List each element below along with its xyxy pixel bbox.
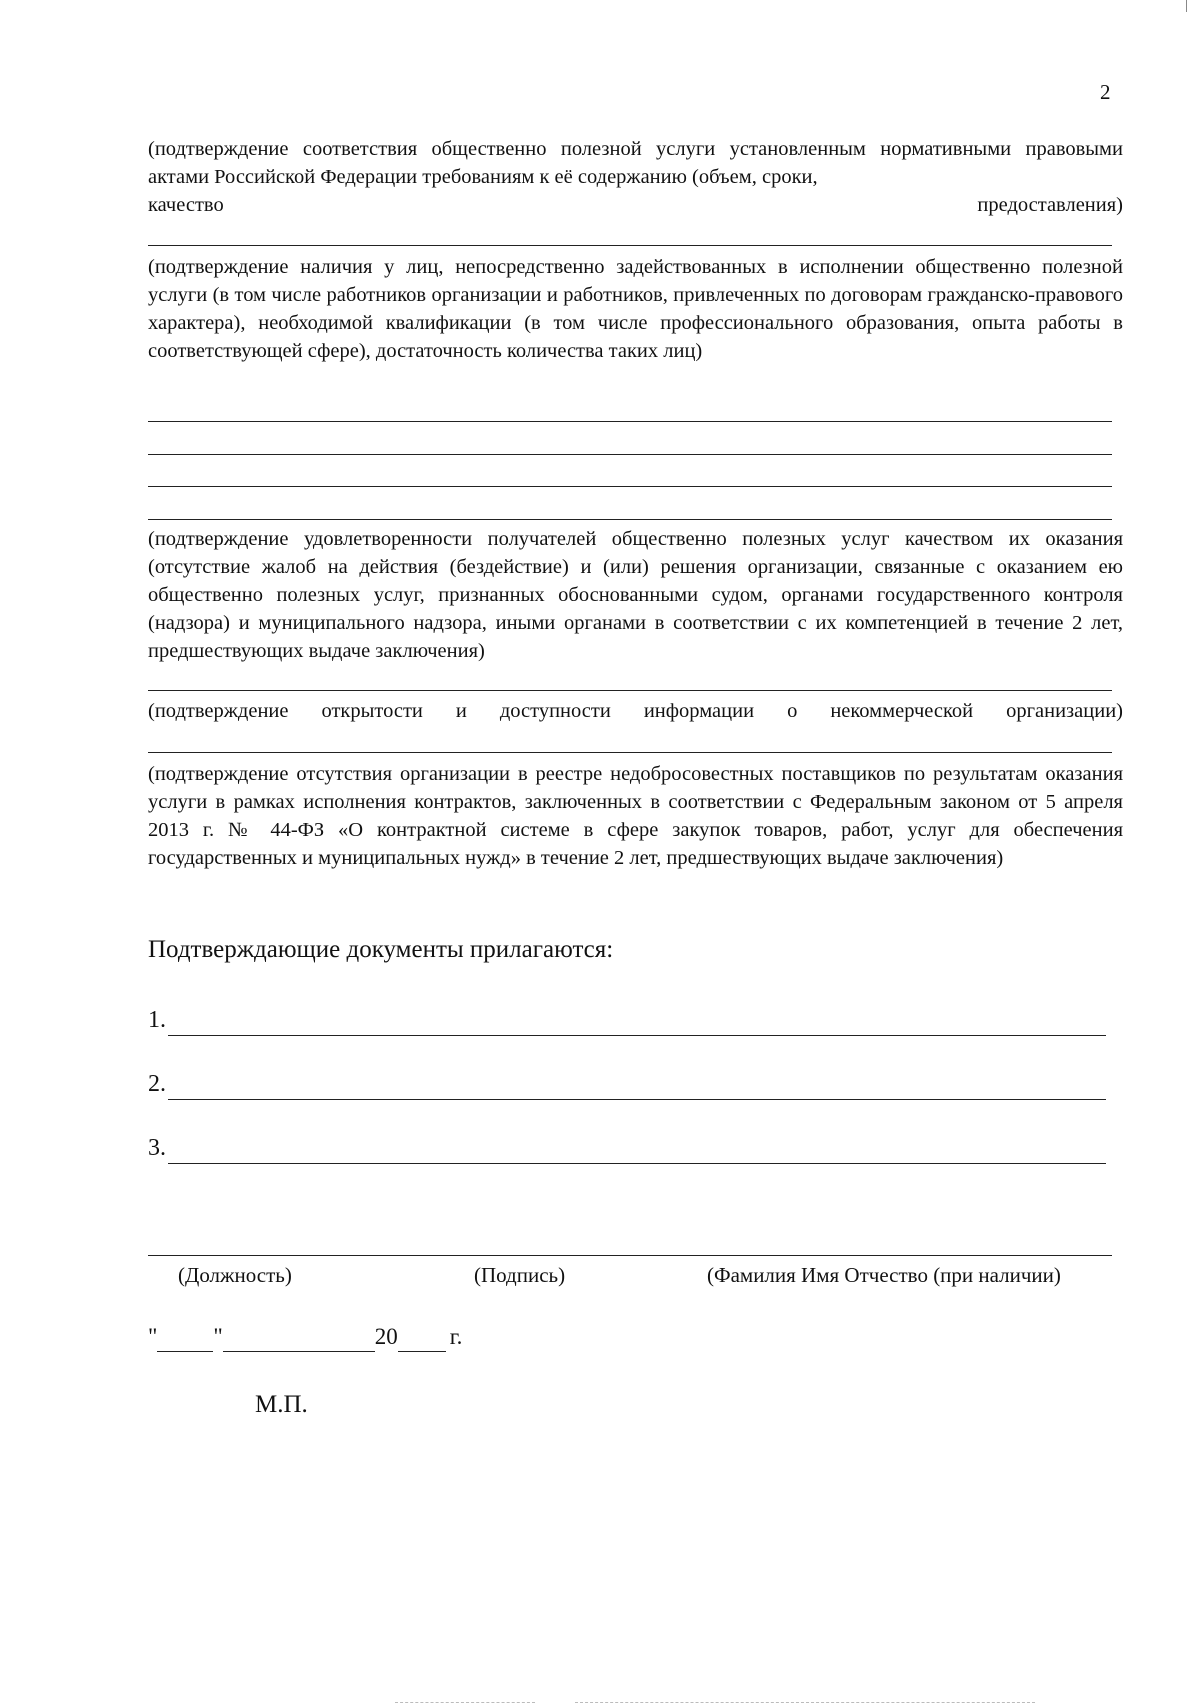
month-blank[interactable] <box>223 1325 375 1352</box>
date-quote-close: " <box>213 1324 223 1349</box>
attachment-line-3[interactable] <box>148 1130 1106 1164</box>
position-label: (Должность) <box>178 1263 292 1287</box>
rule-line <box>148 245 1112 246</box>
year-prefix: 20 <box>374 1324 398 1349</box>
quality-confirmation-paragraph <box>148 135 1123 219</box>
date-line <box>148 1322 462 1352</box>
attachment-number: 3. <box>148 1135 166 1161</box>
scan-bottom-dash <box>575 1702 1035 1703</box>
rule-line <box>148 454 1112 455</box>
quality-confirmation-last-line <box>148 191 1123 219</box>
quality-confirmation-left-word: качество <box>148 194 224 216</box>
rule-line <box>148 486 1112 487</box>
year-blank[interactable] <box>398 1325 446 1352</box>
signature-rule <box>148 1255 1112 1256</box>
year-suffix: г. <box>449 1324 463 1349</box>
rule-line <box>148 519 1112 520</box>
quality-confirmation-text: (подтверждение соответствия общественно полезной услуги установленным нормативными правовыми актами Российской Федерации требованиям к её содержанию (объем, сроки, <box>148 138 1123 188</box>
day-blank[interactable] <box>157 1325 213 1352</box>
qualification-confirmation-paragraph: (подтверждение наличия у лиц, непосредственно задействованных в исполнении общественно полезной услуги (в том числе работников организации и работников, привлеченных по договорам гражданско-правового характера), необходимой квалификации (в том числе профессионального образования, опыта работы в соответствующей сфере), достаточность количества таких лиц) <box>148 256 1123 362</box>
rule-line <box>148 421 1112 422</box>
attachment-blank <box>168 1007 1106 1036</box>
rule-line <box>148 752 1112 753</box>
registry-confirmation-paragraph: (подтверждение отсутствия организации в реестре недобросовестных поставщиков по результатам оказания услуги в рамках исполнения контрактов, заключенных в соответствии с Федеральным законом от 5 апреля 2013 г. № 44-ФЗ «О контрактной системе в сфере закупок товаров, работ, услуг для обеспечения государственных и муниципальных нужд» в течение 2 лет, предшествующих выдаче заключения) <box>148 763 1123 869</box>
date-quote-open: " <box>148 1324 158 1349</box>
signature-label: (Подпись) <box>474 1263 566 1287</box>
attachment-blank <box>168 1071 1106 1100</box>
attachment-number: 2. <box>148 1071 166 1097</box>
scan-bottom-dash <box>395 1702 535 1703</box>
satisfaction-confirmation-paragraph: (подтверждение удовлетворенности получателей общественно полезных услуг качеством их оказания (отсутствие жалоб на действия (бездействие) и (или) решения организации, связанные с оказанием ею общественно полезных услуг, признанных обоснованными судом, органами государственного контроля (надзора) и муниципального надзора, иными органами в соответствии с их компетенцией в течение 2 лет, предшествующих выдаче заключения) <box>148 528 1123 662</box>
scan-edge-mark <box>1186 0 1187 12</box>
stamp-placeholder: М.П. <box>255 1391 308 1418</box>
rule-line <box>148 690 1112 691</box>
quality-confirmation-right-word: предоставления) <box>977 194 1123 216</box>
attachments-heading: Подтверждающие документы прилагаются: <box>148 936 614 963</box>
attachment-line-1[interactable] <box>148 1002 1106 1036</box>
attachment-number: 1. <box>148 1007 166 1033</box>
openness-confirmation-paragraph: (подтверждение открытости и доступности информации о некоммерческой организации) <box>148 700 1123 722</box>
page-number: 2 <box>1100 80 1111 104</box>
attachment-blank <box>168 1135 1106 1164</box>
attachment-line-2[interactable] <box>148 1066 1106 1100</box>
full-name-label: (Фамилия Имя Отчество (при наличии) <box>707 1263 1061 1287</box>
